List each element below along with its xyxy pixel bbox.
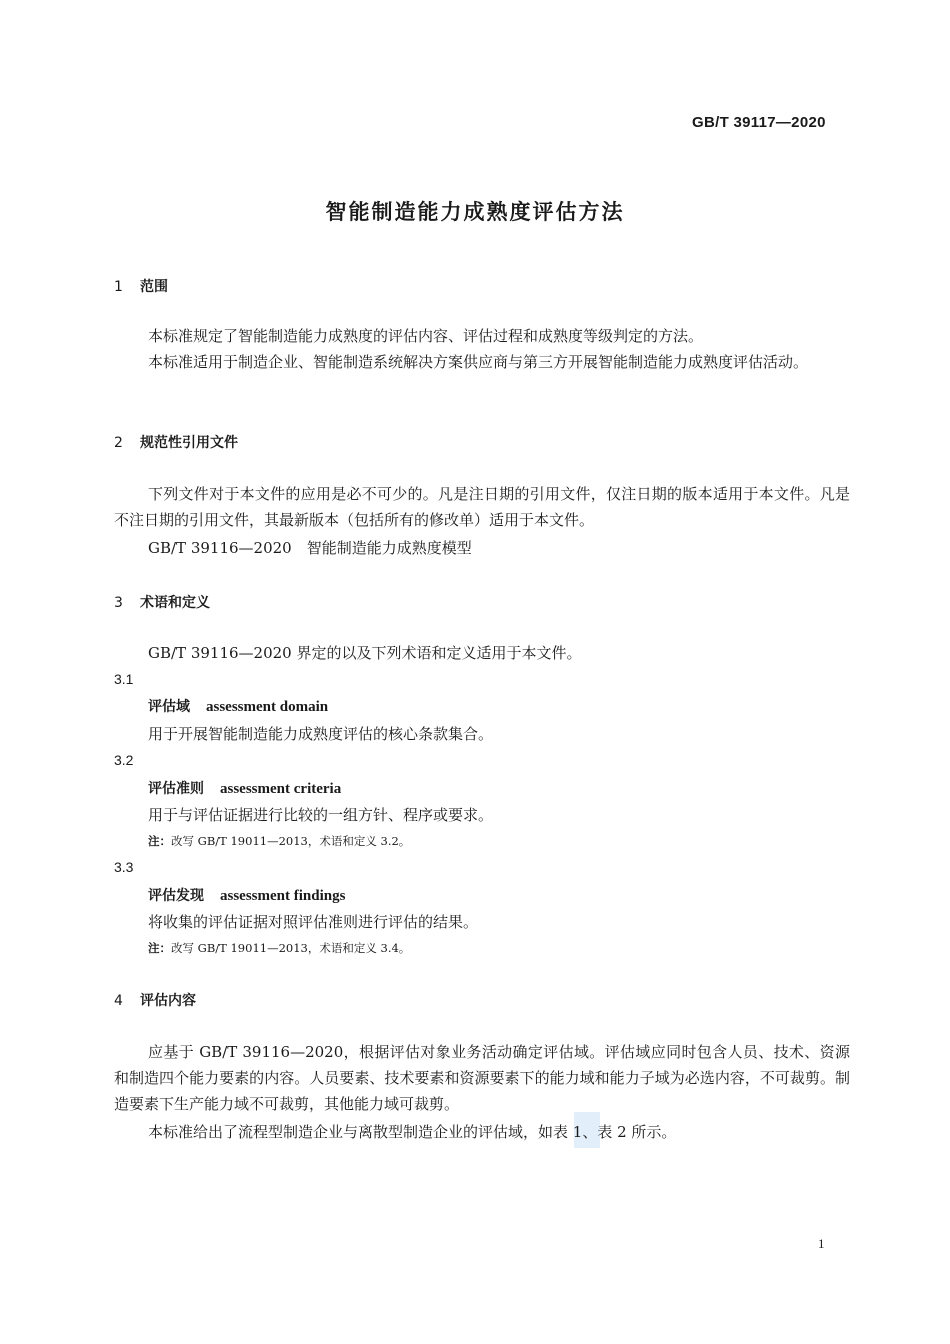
term-number: 3.1 (114, 671, 134, 687)
section-1-paragraph-1: 本标准规定了智能制造能力成熟度的评估内容、评估过程和成熟度等级判定的方法。 (148, 327, 704, 345)
normative-reference: GB/T 39116—2020 智能制造能力成熟度模型 (148, 539, 472, 557)
term-definition: 将收集的评估证据对照评估准则进行评估的结果。 (148, 913, 479, 931)
term-note (148, 833, 410, 849)
section-number: 1 (114, 279, 123, 295)
note-text: 改写 GB/T 19011—2013，术语和定义 3.2。 (171, 834, 411, 848)
note-text: 改写 GB/T 19011—2013，术语和定义 3.4。 (171, 941, 411, 955)
term-title (148, 778, 341, 798)
note-label: 注： (148, 834, 171, 848)
section-number: 4 (114, 993, 123, 1009)
section-4-heading (114, 990, 196, 1010)
term-en: assessment criteria (220, 781, 342, 797)
term-zh: 评估发现 (148, 888, 204, 904)
document-title: 智能制造能力成熟度评估方法 (325, 200, 625, 224)
section-title: 评估内容 (140, 993, 196, 1009)
section-4-paragraph-2: 本标准给出了流程型制造企业与离散型制造企业的评估域，如表 1、表 2 所示。 (148, 1123, 677, 1141)
term-definition: 用于与评估证据进行比较的一组方针、程序或要求。 (148, 806, 494, 824)
term-en: assessment domain (206, 699, 329, 715)
term-title (148, 885, 345, 905)
term-zh: 评估准则 (148, 781, 204, 797)
section-1-heading (114, 276, 168, 296)
section-3-heading (114, 592, 210, 612)
page-number: 1 (818, 1236, 825, 1251)
note-label: 注： (148, 941, 171, 955)
section-title: 范围 (140, 279, 168, 295)
section-number: 2 (114, 435, 123, 451)
term-definition: 用于开展智能制造能力成熟度评估的核心条款集合。 (148, 725, 494, 743)
term-title (148, 696, 328, 716)
standard-number: GB/T 39117—2020 (692, 114, 826, 131)
section-number: 3 (114, 595, 123, 611)
section-2-paragraph-1: 下列文件对于本文件的应用是必不可少的。凡是注日期的引用文件，仅注日期的版本适用于本文件。凡是不注日期的引用文件，其最新版本（包括所有的修改单）适用于本文件。 (114, 485, 850, 529)
section-1-paragraph-2: 本标准适用于制造企业、智能制造系统解决方案供应商与第三方开展智能制造能力成熟度评估活动。 (148, 353, 809, 371)
section-4-paragraph-1: 应基于 GB/T 39116—2020，根据评估对象业务活动确定评估域。评估域应同时包含人员、技术、资源和制造四个能力要素的内容。人员要素、技术要素和资源要素下的能力域和能力子域为必选内容，不可裁剪。制造要素下生产能力域不可裁剪，其他能力域可裁剪。 (114, 1043, 850, 1113)
section-title: 规范性引用文件 (140, 435, 238, 451)
term-note (148, 940, 410, 956)
term-number: 3.2 (114, 752, 134, 768)
term-en: assessment findings (220, 888, 346, 904)
section-title: 术语和定义 (140, 595, 210, 611)
term-zh: 评估域 (148, 699, 190, 715)
section-3-paragraph-1: GB/T 39116—2020 界定的以及下列术语和定义适用于本文件。 (148, 644, 582, 662)
term-number: 3.3 (114, 859, 134, 875)
section-2-heading (114, 432, 238, 452)
